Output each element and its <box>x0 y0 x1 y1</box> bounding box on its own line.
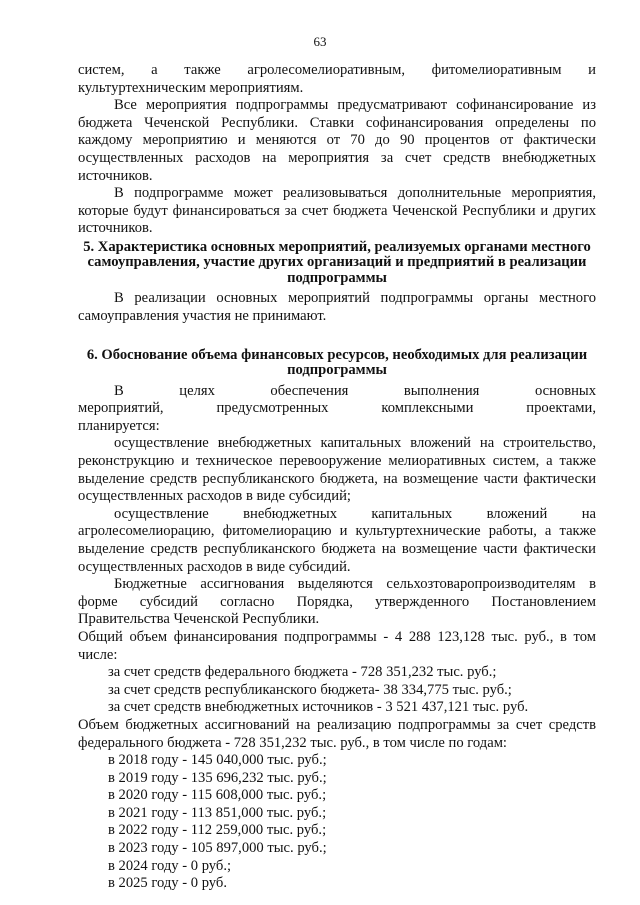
paragraph-additional-measures: В подпрограмме может реализовываться дополнительные мероприятия, которые будут финансироваться за счет бюджета Чеченской Республики и других источников. <box>78 185 596 237</box>
year-2025-allocation: в 2025 году - 0 руб. <box>108 875 227 892</box>
year-2023-allocation: в 2023 году - 105 897,000 тыс. руб.; <box>108 840 327 857</box>
section-heading-5: 5. Характеристика основных мероприятий, реализуемых органами местного самоуправления, участие других организаций и предприятий в реализации подпрограммы <box>83 238 591 286</box>
paragraph-goals: В целях обеспечения выполнения основных мероприятий, предусмотренных комплексными проектами, планируется: <box>78 382 596 434</box>
paragraph-capital-investment-reclamation: осуществление внебюджетных капитальных вложений на строительство, реконструкцию и техническое перевооружение мелиоративных систем, а также выделение средств республиканского бюджета, на возмещение части фактически осуществленных расходов в виде субсидий; <box>78 435 596 505</box>
paragraph-subsidies: Бюджетные ассигнования выделяются сельхозтоваропроизводителям в форме субсидий согласно Порядка, утвержденного Постановлением Правительства Чеченской Республики. <box>78 576 596 628</box>
year-2021-allocation: в 2021 году - 113 851,000 тыс. руб.; <box>108 804 327 821</box>
paragraph-local-government: В реализации основных мероприятий подпрограммы органы местного самоуправления участия не принимают. <box>78 290 596 325</box>
paragraph-cofinancing: Все мероприятия подпрограммы предусматривают софинансирование из бюджета Чеченской Республики. Ставки софинансирования определены по каждому мероприятию и меняются от 70 до 90 процентов от фактически осуществленных расходов на мероприятия за счет средств внебюджетных источников. <box>78 97 596 184</box>
funding-source-republican: за счет средств республиканского бюджета- 38 334,775 тыс. руб.; <box>108 681 512 698</box>
federal-budget-line: Объем бюджетных ассигнований на реализацию подпрограммы за счет средств федерального бюджета - 728 351,232 тыс. руб., в том числе по годам: <box>78 716 596 751</box>
year-2018-allocation: в 2018 году - 145 040,000 тыс. руб.; <box>108 752 327 769</box>
year-2019-allocation: в 2019 году - 135 696,232 тыс. руб.; <box>108 769 327 786</box>
funding-source-federal: за счет средств федерального бюджета - 728 351,232 тыс. руб.; <box>108 664 497 681</box>
total-funding-line: Общий объем финансирования подпрограммы - 4 288 123,128 тыс. руб., в том числе: <box>78 628 596 663</box>
section-heading-6: 6. Обоснование объема финансовых ресурсов, необходимых для реализации подпрограммы <box>86 346 588 379</box>
year-2020-allocation: в 2020 году - 115 608,000 тыс. руб.; <box>108 787 327 804</box>
paragraph-continuation: систем, а также агролесомелиоративным, фитомелиоративным и культуртехническим мероприятиям. <box>78 62 596 96</box>
paragraph-capital-investment-agroforestry: осуществление внебюджетных капитальных вложений на агролесомелиорацию, фитомелиорацию и культуртехнические работы, а также выделение средств республиканского бюджета на возмещение части фактически осуществленных расходов в виде субсидий. <box>78 505 596 575</box>
page-body <box>78 62 596 893</box>
year-2024-allocation: в 2024 году - 0 руб.; <box>108 857 232 874</box>
year-2022-allocation: в 2022 году - 112 259,000 тыс. руб.; <box>108 822 327 839</box>
page-number: 63 <box>313 34 327 49</box>
funding-source-extrabudgetary: за счет средств внебюджетных источников - 3 521 437,121 тыс. руб. <box>108 699 529 716</box>
